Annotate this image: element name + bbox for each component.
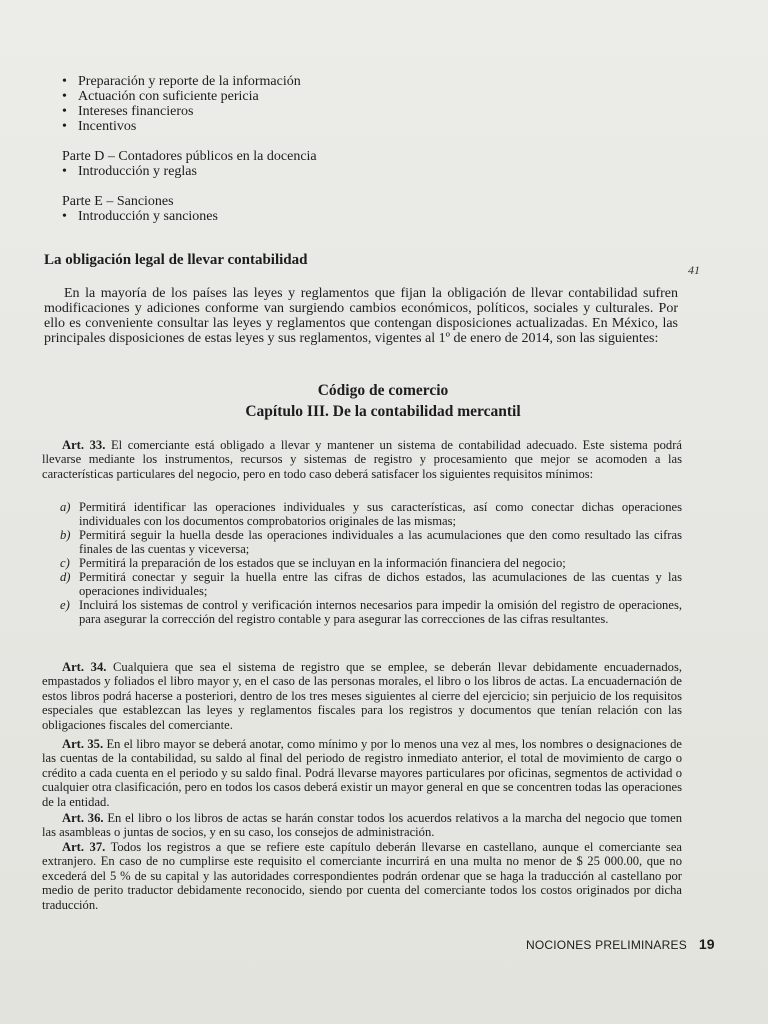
list-item: • Actuación con suficiente pericia (60, 89, 301, 104)
intro-paragraph: En la mayoría de los países las leyes y reglamentos que fijan la obligación de llevar contabilidad sufren modificaciones y adiciones conforme van surgiendo cambios económicos, políticos, sociales y culturales. Por ello es conveniente consultar las leyes y reglamentos que contengan disposiciones actualizadas. En México, las principales disposiciones de estas leyes y sus reglamentos, vigentes al 1º de enero de 2014, son las siguientes: (44, 286, 678, 346)
chapter-title: Capítulo III. De la contabilidad mercantil (245, 403, 521, 420)
list-item: e) Incluirá los sistemas de control y verificación internos necesarios para impedir la omisión del registro de operaciones, para asegurar la corrección del registro contable y para asegurar las correcciones de las cifras resultantes. (60, 598, 682, 626)
list-item: • Introducción y reglas (60, 164, 317, 179)
part-e-title: Parte E – Sanciones (62, 194, 174, 209)
article-label: Art. 37. (62, 840, 106, 854)
list-item: d) Permitirá conectar y seguir la huella entre las cifras de dichos estados, las acumulaciones de las cuentas y las operaciones individuales; (60, 570, 682, 598)
article-text: En el libro o los libros de actas se harán constar todos los acuerdos relativos a la marcha del negocio que tomen las asambleas o juntas de socios, y en su caso, los consejos de administración. (42, 811, 683, 840)
part-d (62, 149, 317, 179)
list-item: • Introducción y sanciones (60, 209, 218, 224)
article-label: Art. 33. (62, 438, 106, 452)
part-e (62, 194, 218, 224)
article-label: Art. 35. (62, 737, 104, 751)
page-number: 19 (698, 936, 715, 952)
part-e-list (60, 209, 218, 224)
article-text: En el libro mayor se deberá anotar, como mínimo y por lo menos una vez al mes, los nombres o designaciones de las cuentas de la contabilidad, su saldo al final del periodo de registro inmediato anterior, el total de movimiento de cargo o crédito a cada cuenta en el periodo y su saldo final. Podrá llevarse mayores particulares por oficinas, segmentos de actividad o cualquier otra clasificación, pero en todos los casos deberá existir un mayor general en que se concentren todas las operaciones de la entidad. (42, 737, 683, 809)
article-label: Art. 34. (62, 660, 107, 674)
article-text: Cualquiera que sea el sistema de registro que se emplee, se deberán llevar debidamente encuadernados, empastados y foliados el libro mayor y, en el caso de las personas morales, el libro o los libros de actas. La encuadernación de estos libros podrá hacerse a posteriori, dentro de los tres meses siguientes al cierre del ejercicio; sin perjuicio de los requisitos especiales que establezcan las leyes y reglamentos fiscales para los registros y documentos que tenían relación con las obligaciones fiscales del comerciante. (42, 660, 682, 732)
section-heading: La obligación legal de llevar contabilidad (44, 252, 308, 268)
part-d-list (60, 164, 317, 179)
article-label: Art. 36. (62, 811, 104, 825)
article-33 (42, 438, 682, 481)
code-title: Código de comercio (317, 382, 449, 399)
article-36 (42, 811, 682, 840)
article-34 (42, 660, 682, 732)
list-item: • Incentivos (60, 119, 301, 134)
list-item: b) Permitirá seguir la huella desde las operaciones individuales a las acumulaciones que den como resultado las cifras finales de las cuentas y viceversa; (60, 528, 682, 556)
list-item: a) Permitirá identificar las operaciones individuales y sus características, así como conectar dichas operaciones individuales con los documentos comprobatorios originales de las mismas; (60, 500, 682, 528)
article-35 (42, 737, 682, 809)
list-item: • Preparación y reporte de la información (60, 74, 301, 89)
list-item: c) Permitirá la preparación de los estados que se incluyan en la información financiera del negocio; (60, 556, 566, 570)
part-d-title: Parte D – Contadores públicos en la docencia (62, 149, 317, 164)
running-footer: NOCIONES PRELIMINARES (526, 938, 687, 952)
list-item: • Intereses financieros (60, 104, 301, 119)
article-37 (42, 840, 682, 912)
page-footer (526, 936, 714, 954)
article-text: El comerciante está obligado a llevar y mantener un sistema de contabilidad adecuado. Este sistema podrá llevarse mediante los instrumentos, recursos y sistemas de registro y procesamiento que mejor se acomoden a las características particulares del negocio, pero en todo caso deberá satisfacer los siguientes requisitos mínimos: (42, 438, 683, 481)
margin-number: 41 (688, 263, 700, 277)
top-bullet-list (60, 74, 301, 134)
requirements-list (60, 500, 682, 626)
article-text: Todos los registros a que se refiere este capítulo deberán llevarse en castellano, aunque el comerciante sea extranjero. En caso de no cumplirse este requisito el comerciante incurrirá en una multa no menor de $ 25 000.00, que no excederá del 5 % de su capital y las autoridades correspondientes podrán ordenar que se haga la traducción al castellano por medio de perito traductor debidamente reconocido, siendo por cuenta del comerciante todos los costos originados por dicha traducción. (42, 840, 682, 912)
